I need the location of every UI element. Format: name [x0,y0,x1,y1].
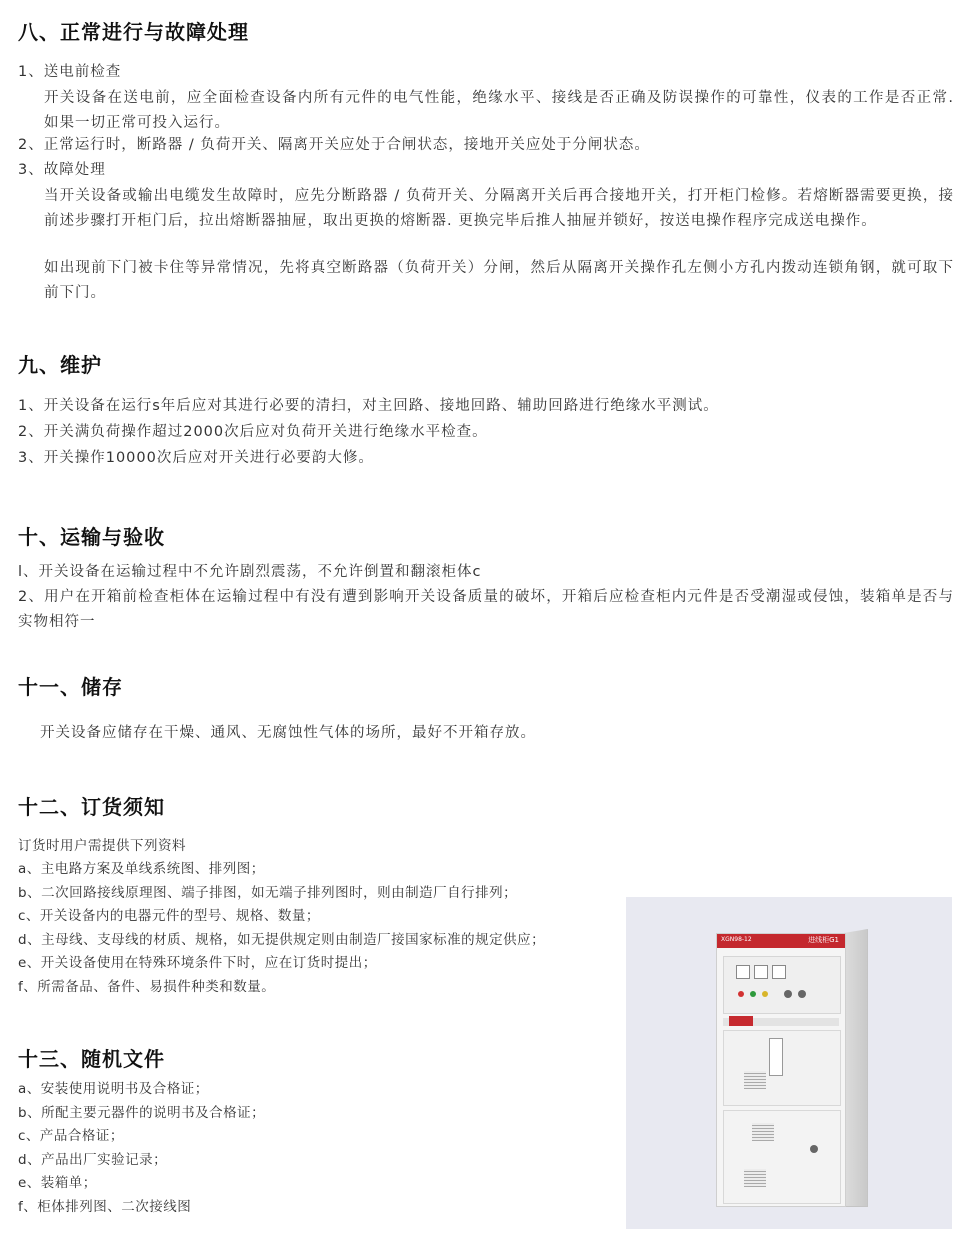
indicator-lamp-icon [738,991,744,997]
paragraph-abnormal-door: 如出现前下门被卡住等异常情况，先将真空断路器（负荷开关）分闸，然后从隔离开关操作孔左侧小方孔内拨动连锁角钢，就可取下前下门。 [44,260,954,301]
item-transport-1: l、开关设备在运输过程中不允许剧烈震荡，不允许倒置和翻滚柜体c [18,564,482,580]
cabinet-model-label: XGN98-12 [721,936,752,943]
document-item: d、产品出厂实验记录； [18,1152,168,1168]
cabinet-header-strip [717,934,845,948]
section-title-ordering: 十二、订货须知 [18,795,165,819]
meter-icon [754,965,768,979]
vent-grill-icon [744,1071,766,1089]
cabinet-side-panel [844,929,868,1207]
document-item: b、所配主要元器件的说明书及合格证； [18,1105,266,1121]
item-power-check: 1、送电前检查 [18,64,122,80]
switch-knob-icon [798,990,806,998]
vent-grill-icon [744,1169,766,1187]
ordering-item: e、开关设备使用在特殊环境条件下时，应在订货时提出； [18,955,377,971]
paragraph-fault-handling: 当开关设备或输出电缆发生故障时，应先分断路器 / 负荷开关、分隔离开关后再合接地开关，打开柜门检修。若熔断器需要更换，接前述步骤打开柜门后，拉出熔断器抽屉，取出更换的熔断器. 更换完毕后推人抽屉并锁好，按送电操作程序完成送电操作。 [44,188,954,229]
section-title-transport: 十、运输与验收 [18,525,165,549]
item-maintenance-1: 1、开关设备在运行s年后应对其进行必要的清扫，对主回路、接地回路、辅助回路进行绝缘水平测试。 [18,398,719,414]
document-item: e、装箱单； [18,1175,97,1191]
item-normal-operation: 2、正常运行时，断路器 / 负荷开关、隔离开关应处于合闸状态，接地开关应处于分闸状态。 [18,137,650,153]
ordering-intro: 订货时用户需提供下列资料 [18,838,186,854]
document-item: a、安装使用说明书及合格证； [18,1081,209,1097]
cable-compartment [723,1110,841,1204]
indicator-lamp-icon [762,991,768,997]
section-title-maintenance: 九、维护 [18,353,102,377]
ordering-item: f、所需备品、备件、易损件种类和数量。 [18,979,276,995]
vent-grill-icon [752,1123,774,1141]
section-title-documents: 十三、随机文件 [18,1047,165,1071]
meter-icon [772,965,786,979]
indicator-lamp-icon [750,991,756,997]
item-maintenance-3: 3、开关操作10000次后应对开关进行必要韵大修。 [18,450,374,466]
ordering-item: c、开关设备内的电器元件的型号、规格、数量； [18,908,320,924]
item-maintenance-2: 2、开关满负荷操作超过2000次后应对负荷开关进行绝缘水平检查。 [18,424,488,440]
paragraph-power-check: 开关设备在送电前，应全面检查设备内所有元件的电气性能，绝缘水平、接线是否正确及防误操作的可靠性，仪表的工作是否正常. 如果一切正常可投入运行。 [44,90,954,131]
cabinet-name-label: 进线柜G1 [808,936,839,944]
ordering-item: a、主电路方案及单线系统图、排列图； [18,861,265,877]
transport-2-text: 2、用户在开箱前检查柜体在运输过程中有没有遭到影响开关设备质量的破坏，开箱后应检查柜内元件是否受潮湿或侵蚀，装箱单是否与实物相符一 [18,589,954,630]
item-fault-handling: 3、故障处理 [18,162,106,178]
ordering-item: b、二次回路接线原理图、端子排图，如无端子排列图时，则由制造厂自行排列； [18,885,518,901]
storage-text: 开关设备应储存在干燥、通风、无腐蚀性气体的场所，最好不开箱存放。 [40,725,536,741]
document-item: c、产品合格证； [18,1128,124,1144]
instrument-compartment [723,956,841,1014]
section-title-storage: 十一、储存 [18,675,123,699]
section-title-fault-handling: 八、正常进行与故障处理 [18,20,249,44]
switch-knob-icon [784,990,792,998]
ordering-item: d、主母线、支母线的材质、规格，如无提供规定则由制造厂接国家标准的规定供应； [18,932,546,948]
switchgear-cabinet-photo [626,897,952,1229]
document-item: f、柜体排列图、二次接线图 [18,1199,192,1215]
operating-handle-icon [769,1038,783,1076]
paragraph-transport-2 [18,585,954,634]
brand-logo-icon [729,1016,753,1026]
cabinet-front-panel [716,933,846,1207]
lock-knob-icon [810,1145,818,1153]
meter-icon [736,965,750,979]
